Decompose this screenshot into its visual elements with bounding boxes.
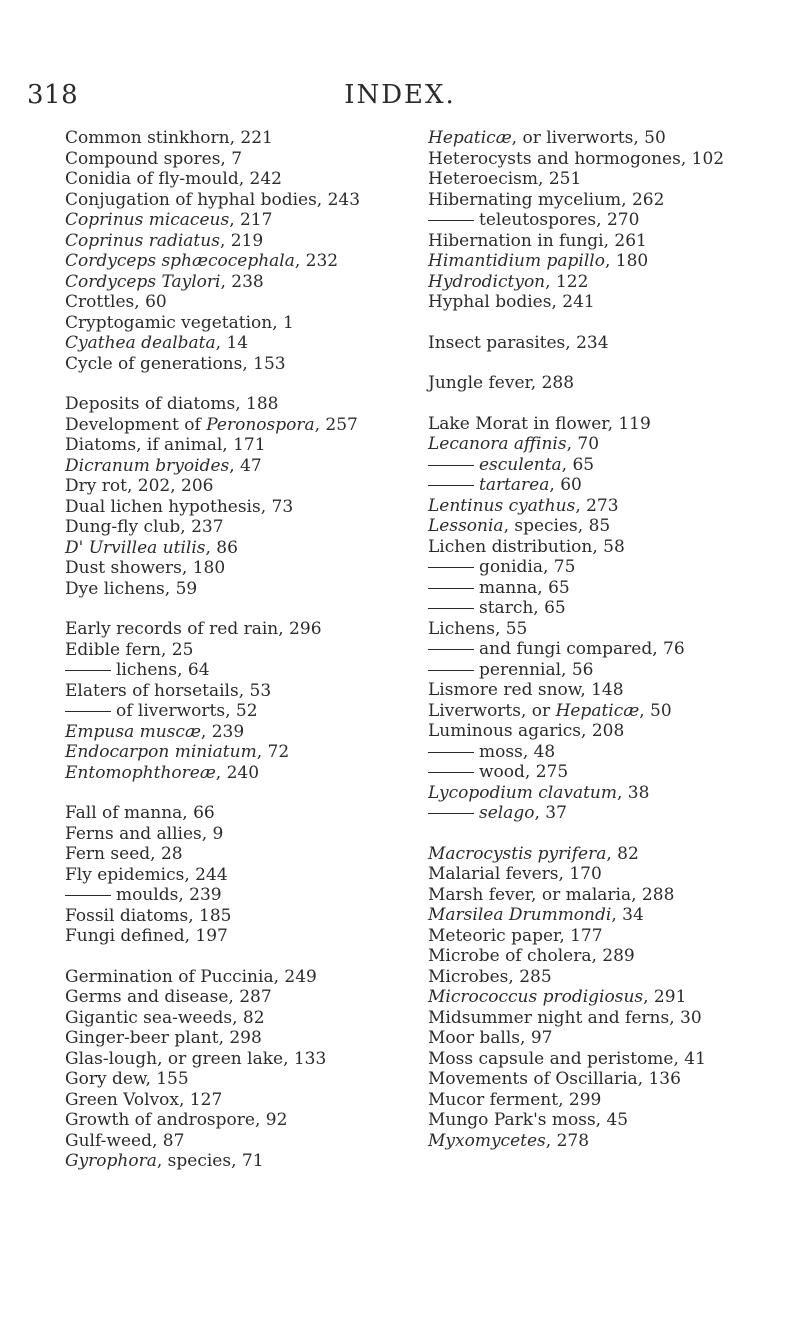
index-term: Empusa muscæ <box>65 721 201 742</box>
index-pages: , 72 <box>256 742 290 762</box>
index-pages: , 50 <box>639 700 672 721</box>
index-term: Luminous agarics <box>428 721 582 741</box>
index-term: Crottles <box>65 292 135 312</box>
index-entry <box>65 722 360 743</box>
index-term: Lecanora affinis <box>428 434 567 454</box>
index-pages: , 296 <box>278 619 322 639</box>
index-pages: , 243 <box>316 189 361 210</box>
index-pages: , 197 <box>184 926 228 946</box>
index-entry <box>65 190 360 211</box>
index-pages: , 288 <box>530 373 575 393</box>
index-pages: , 38 <box>617 782 650 803</box>
index-term: selago <box>479 803 535 823</box>
index-entry <box>65 1110 360 1131</box>
index-pages: , 242 <box>238 169 282 189</box>
index-pages: , 76 <box>652 639 685 659</box>
index-pages: , 188 <box>235 394 279 414</box>
index-entry <box>65 640 360 661</box>
index-entry <box>65 865 360 886</box>
index-entry <box>428 1090 724 1111</box>
index-term: wood <box>479 762 525 782</box>
ditto-dash <box>428 567 474 568</box>
index-term: Common stinkhorn <box>65 128 230 148</box>
index-pages: , 208 <box>581 721 625 741</box>
index-pages: , 244 <box>184 864 228 885</box>
index-entry <box>65 476 360 497</box>
index-pages: , 60 <box>549 475 582 495</box>
index-pages: , 7 <box>220 148 243 169</box>
index-pages: , 171 <box>222 435 266 455</box>
index-pages: , 273 <box>575 495 619 516</box>
index-term: Dust showers <box>65 558 182 578</box>
index-term: Movements of Oscillaria <box>428 1069 638 1089</box>
index-entry <box>65 292 360 313</box>
index-entry <box>65 435 360 456</box>
index-term: Conjugation of hyphal bodies <box>65 189 317 210</box>
index-term: Macrocystis pyrifera <box>428 843 607 864</box>
index-entry <box>428 598 724 619</box>
index-term: Edible fern <box>65 639 161 660</box>
index-entry <box>65 456 360 477</box>
index-pages: , 52 <box>225 701 258 721</box>
index-entry <box>428 783 724 804</box>
index-term: of liverworts <box>116 701 226 721</box>
index-entry <box>65 579 360 600</box>
page-title: INDEX. <box>344 80 456 110</box>
index-term: moulds <box>116 885 179 905</box>
index-entry <box>65 558 360 579</box>
index-entry <box>428 762 724 783</box>
index-entry <box>65 149 360 170</box>
index-pages: , 82 <box>606 843 639 864</box>
ditto-dash <box>65 711 111 712</box>
index-entry <box>428 373 724 394</box>
index-pages: , 238 <box>220 271 264 292</box>
index-term: esculenta <box>479 454 562 475</box>
index-pages: , 221 <box>229 128 273 148</box>
index-entry <box>65 497 360 518</box>
index-entry <box>65 169 360 190</box>
index-entry <box>65 763 360 784</box>
index-pages: , 55 <box>494 618 528 639</box>
index-term: Midsummer night and ferns <box>428 1007 670 1028</box>
index-entry <box>65 1151 360 1172</box>
index-pages: , 239 <box>200 721 245 742</box>
index-entry <box>428 926 724 947</box>
index-entry <box>65 231 360 252</box>
index-term: and fungi compared <box>479 639 653 659</box>
index-term: Cyathea dealbata <box>65 333 216 353</box>
index-term: Deposits of diatoms <box>65 394 236 414</box>
index-pages: , 232 <box>294 251 339 271</box>
index-entry <box>428 803 724 824</box>
ditto-dash <box>428 220 474 221</box>
ditto-dash <box>428 813 474 814</box>
index-pages: , 278 <box>545 1130 590 1151</box>
index-pages: , 262 <box>621 189 665 210</box>
index-term: Myxomycetes <box>428 1130 546 1151</box>
index-entry <box>65 272 360 293</box>
index-pages: , 56 <box>561 659 594 680</box>
index-term: Mucor ferment <box>428 1089 559 1110</box>
index-term: Ginger-beer plant <box>65 1028 219 1048</box>
index-entry <box>65 538 360 559</box>
index-entry <box>65 210 360 231</box>
index-pages: , 217 <box>229 210 273 230</box>
index-term: Fossil diatoms <box>65 905 189 926</box>
index-pages: , 47 <box>229 455 262 476</box>
index-entry <box>65 251 360 272</box>
index-entry <box>428 475 724 496</box>
index-term: Entomophthoreæ <box>65 762 216 783</box>
index-pages: , 249 <box>273 966 317 987</box>
index-entry <box>65 844 360 865</box>
index-pages: , 289 <box>591 946 635 966</box>
index-entry <box>428 701 724 722</box>
index-column-left <box>65 128 360 1172</box>
index-entry <box>428 885 724 906</box>
index-entry <box>65 394 360 415</box>
index-term: Fall of manna <box>65 803 183 823</box>
index-pages: , 261 <box>603 230 647 251</box>
index-term: Fly epidemics <box>65 864 185 885</box>
index-term: Microbes <box>428 966 509 987</box>
index-term: perennial <box>479 659 562 680</box>
index-term: Meteoric paper <box>428 925 560 946</box>
index-entry <box>65 967 360 988</box>
index-pages: , 102 <box>680 148 725 169</box>
ditto-dash <box>428 670 474 671</box>
index-entry <box>65 333 360 354</box>
index-entry <box>65 1049 360 1070</box>
index-pages: , 127 <box>179 1089 223 1110</box>
index-term: Gulf-weed <box>65 1130 152 1151</box>
index-pages: , 237 <box>180 517 224 537</box>
index-term: Dry rot <box>65 476 127 496</box>
index-entry <box>428 619 724 640</box>
index-pages: , 133 <box>283 1048 327 1069</box>
index-entry <box>65 313 360 334</box>
index-term: tartarea <box>479 475 550 495</box>
index-term: Moss capsule and peristome <box>428 1048 674 1069</box>
index-pages: , 14 <box>215 333 249 353</box>
index-entry <box>65 619 360 640</box>
index-pages: , 241 <box>551 292 595 312</box>
index-pages: , 119 <box>607 413 651 434</box>
index-pages: , 25 <box>160 639 194 660</box>
index-entry <box>65 906 360 927</box>
index-entry <box>428 721 724 742</box>
index-term: Coprinus micaceus <box>65 210 230 230</box>
index-pages: , 219 <box>219 230 264 251</box>
index-pages: , 86 <box>205 537 238 558</box>
index-entry <box>428 1028 724 1049</box>
index-term: Marsilea Drummondi <box>428 905 612 925</box>
index-term: Lake Morat in flower <box>428 413 608 434</box>
index-term: moss <box>479 741 523 762</box>
index-entry <box>428 190 724 211</box>
index-term: Moor balls <box>428 1028 521 1048</box>
ditto-dash <box>428 588 474 589</box>
index-term: Hibernating mycelium <box>428 189 622 210</box>
index-term: Mungo Park's moss <box>428 1110 596 1130</box>
index-pages: , 37 <box>534 803 567 823</box>
index-entry <box>428 987 724 1008</box>
index-term: Heterocysts and hormogones <box>428 148 681 169</box>
index-pages: , 58 <box>592 536 625 557</box>
index-entry <box>65 415 360 436</box>
ditto-dash <box>65 895 111 896</box>
index-pages: , 299 <box>558 1089 602 1110</box>
index-term: Cordyceps sphæcocephala <box>65 251 295 271</box>
index-pages: , 48 <box>522 741 556 762</box>
index-entry <box>65 803 360 824</box>
index-pages: , 65 <box>561 454 595 475</box>
index-term: Diatoms, if animal <box>65 435 223 455</box>
index-pages: , 239 <box>178 885 222 905</box>
index-term: gonidia <box>479 557 543 577</box>
index-pages: , 148 <box>580 680 624 700</box>
index-entry <box>65 824 360 845</box>
index-entry <box>65 1090 360 1111</box>
index-term: Lichen distribution <box>428 536 593 557</box>
index-entry <box>428 251 724 272</box>
page-number: 318 <box>27 80 79 110</box>
index-entry <box>428 946 724 967</box>
index-pages: , 66 <box>182 803 215 823</box>
index-pages: , 45 <box>595 1110 629 1130</box>
index-pages: , 73 <box>260 496 294 517</box>
index-term: Hepaticæ <box>428 128 512 148</box>
index-term: Jungle fever <box>428 373 531 393</box>
ditto-dash <box>65 670 111 671</box>
index-entry <box>65 701 360 722</box>
index-term: Micrococcus prodigiosus <box>428 987 644 1007</box>
index-pages: , species, 71 <box>156 1151 264 1171</box>
index-pages: , 155 <box>145 1069 189 1089</box>
index-entry <box>428 1008 724 1029</box>
index-term: teleutospores <box>479 210 597 230</box>
index-term: manna <box>479 577 538 598</box>
index-entry <box>65 1069 360 1090</box>
index-pages: , 64 <box>177 660 210 680</box>
index-pages: , 285 <box>508 966 552 987</box>
index-entry <box>65 681 360 702</box>
index-entry <box>428 292 724 313</box>
index-term: Lismore red snow <box>428 680 581 700</box>
index-term: Coprinus radiatus <box>65 230 220 251</box>
index-entry <box>428 455 724 476</box>
index-term: Himantidium papillo <box>428 251 605 271</box>
index-term: Development of <box>65 414 207 435</box>
index-entry <box>65 1131 360 1152</box>
index-term: Microbe of cholera <box>428 946 592 966</box>
index-pages: , 251 <box>538 169 582 189</box>
index-term: Growth of androspore <box>65 1110 255 1130</box>
index-pages: , 92 <box>254 1110 288 1130</box>
index-pages: , 65 <box>533 598 566 618</box>
index-pages: , 257 <box>314 414 358 435</box>
index-entry <box>65 517 360 538</box>
index-term-italic: Peronospora <box>206 414 315 435</box>
index-pages: , 180 <box>181 558 226 578</box>
index-term: Hyphal bodies <box>428 292 552 312</box>
index-entry <box>65 926 360 947</box>
index-entry <box>428 414 724 435</box>
index-term: Glas-lough, or green lake <box>65 1048 284 1069</box>
index-pages: , 9 <box>201 823 224 844</box>
index-term: Germs and disease <box>65 987 229 1007</box>
index-term: Early records of red rain <box>65 619 279 639</box>
index-pages: , 170 <box>558 864 602 884</box>
index-entry <box>65 660 360 681</box>
index-pages: , 291 <box>643 987 687 1007</box>
index-term: Gyrophora <box>65 1151 157 1171</box>
index-pages: , species, 85 <box>503 516 611 536</box>
index-entry <box>428 864 724 885</box>
index-pages: , or liverworts, 50 <box>511 128 666 148</box>
index-pages: , 30 <box>669 1007 702 1028</box>
index-term: Cordyceps Taylori <box>65 271 221 292</box>
index-term: lichens <box>116 660 178 680</box>
index-entry <box>428 1069 724 1090</box>
ditto-dash <box>428 608 474 609</box>
ditto-dash <box>428 465 474 466</box>
index-term: Compound spores <box>65 148 221 169</box>
index-pages: , 59 <box>164 578 198 599</box>
index-entry <box>65 987 360 1008</box>
index-term: Lentinus cyathus <box>428 495 576 516</box>
index-entry <box>428 967 724 988</box>
index-term: Cycle of generations <box>65 353 243 374</box>
index-entry <box>65 1008 360 1029</box>
index-pages: , 28 <box>150 844 183 864</box>
index-pages: , 240 <box>215 762 260 783</box>
index-pages: , 298 <box>218 1028 262 1048</box>
index-entry <box>428 169 724 190</box>
ditto-dash <box>428 649 474 650</box>
index-pages: , 122 <box>545 271 589 292</box>
index-entry <box>428 333 724 354</box>
index-entry <box>65 354 360 375</box>
index-entry <box>428 905 724 926</box>
index-pages: , 97 <box>520 1028 553 1048</box>
index-term: Germination of Puccinia <box>65 966 274 987</box>
index-term: Dual lichen hypothesis <box>65 496 261 517</box>
index-term: Green Volvox <box>65 1089 179 1110</box>
index-entry <box>65 885 360 906</box>
index-pages: , 202, 206 <box>126 476 214 496</box>
index-pages: , 270 <box>596 210 640 230</box>
index-pages: , 177 <box>559 925 603 946</box>
index-term: Conidia of fly-mould <box>65 169 239 189</box>
index-entry <box>428 434 724 455</box>
index-entry <box>65 128 360 149</box>
index-entry <box>428 272 724 293</box>
index-pages: , 153 <box>242 353 286 374</box>
index-entry <box>428 680 724 701</box>
index-column-right <box>428 128 724 1151</box>
index-term: Fern seed <box>65 844 151 864</box>
index-entry <box>428 128 724 149</box>
ditto-dash <box>428 772 474 773</box>
index-pages: , 65 <box>537 577 570 598</box>
index-entry <box>428 1131 724 1152</box>
ditto-dash <box>428 485 474 486</box>
index-term: Heteroecism <box>428 169 539 189</box>
index-entry <box>428 1049 724 1070</box>
index-entry <box>428 639 724 660</box>
index-term: Elaters of horsetails <box>65 680 239 701</box>
index-term: D' Urvillea utilis <box>65 537 206 558</box>
index-pages: , 82 <box>232 1007 265 1028</box>
index-term: Gory dew <box>65 1069 146 1089</box>
index-term: Fungi defined <box>65 926 185 946</box>
index-pages: , 75 <box>542 557 576 577</box>
index-term-italic: Hepaticæ <box>555 700 640 721</box>
index-entry <box>428 231 724 252</box>
index-term: Dung-fly club <box>65 517 181 537</box>
index-pages: , 234 <box>565 332 609 353</box>
index-entry <box>428 210 724 231</box>
index-pages: , 185 <box>188 905 232 926</box>
index-term: Cryptogamic vegetation <box>65 312 273 333</box>
index-pages: , 1 <box>272 312 294 333</box>
index-pages: , 288 <box>631 884 675 905</box>
index-pages: , 60 <box>134 292 167 312</box>
index-pages: , 87 <box>151 1130 185 1151</box>
index-entry <box>428 742 724 763</box>
index-pages: , 53 <box>238 680 272 701</box>
index-entry <box>428 149 724 170</box>
index-term: Dye lichens <box>65 578 165 599</box>
index-entry <box>65 1028 360 1049</box>
index-term: Hibernation in fungi <box>428 230 604 251</box>
index-term: Gigantic sea-weeds <box>65 1007 233 1028</box>
index-entry <box>428 1110 724 1131</box>
index-term: Dicranum bryoides <box>65 455 230 476</box>
index-term: Endocarpon miniatum <box>65 742 257 762</box>
index-term: Ferns and allies <box>65 823 202 844</box>
index-pages: , 287 <box>228 987 272 1007</box>
index-term: Lessonia <box>428 516 504 536</box>
index-term: starch <box>479 598 534 618</box>
ditto-dash <box>428 752 474 753</box>
index-term: Lycopodium clavatum <box>428 782 617 803</box>
index-pages: , 275 <box>524 762 569 782</box>
index-entry <box>65 742 360 763</box>
index-pages: , 70 <box>566 434 600 454</box>
index-term: Liverworts, or <box>428 700 556 721</box>
index-entry <box>428 537 724 558</box>
index-term: Marsh fever, or malaria <box>428 884 632 905</box>
index-pages: , 41 <box>673 1048 706 1069</box>
index-term: Hydrodictyon <box>428 271 546 292</box>
index-pages: , 136 <box>637 1069 681 1089</box>
index-entry <box>428 557 724 578</box>
index-term: Insect parasites <box>428 332 566 353</box>
index-entry <box>428 844 724 865</box>
index-term: Lichens <box>428 618 495 639</box>
index-entry <box>428 516 724 537</box>
index-entry <box>428 578 724 599</box>
index-term: Malarial fevers <box>428 864 559 884</box>
index-pages: , 34 <box>611 905 644 925</box>
index-pages: , 180 <box>604 251 649 271</box>
index-entry <box>428 660 724 681</box>
index-entry <box>428 496 724 517</box>
